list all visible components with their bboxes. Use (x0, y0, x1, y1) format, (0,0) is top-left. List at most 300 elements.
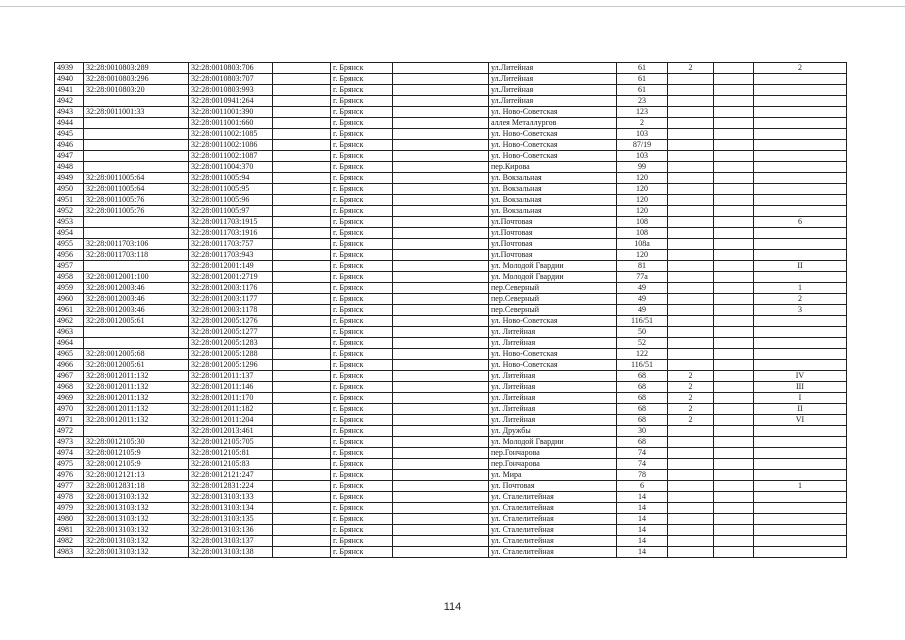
cell-parcel-number: 32:28:0012011:132 (84, 404, 189, 415)
cell-blank-col-c (714, 481, 754, 492)
cell-object-number: 32:28:0012105:81 (189, 448, 273, 459)
cell-apartment (754, 195, 847, 206)
cell-blank-col-c (714, 525, 754, 536)
cell-row-number: 4946 (55, 140, 84, 151)
table-row (55, 371, 847, 382)
cell-blank-col-a (273, 118, 331, 129)
cell-parcel-number: 32:28:0012831:18 (84, 481, 189, 492)
table-row (55, 536, 847, 547)
cell-object-number: 32:28:0012011:204 (189, 415, 273, 426)
cell-floor (668, 140, 714, 151)
cell-city: г. Брянск (331, 261, 393, 272)
cell-house-number: 49 (617, 283, 668, 294)
cell-apartment: 1 (754, 283, 847, 294)
cell-parcel-number: 32:28:0012105:30 (84, 437, 189, 448)
cell-street: ул. Сталелитейная (489, 525, 617, 536)
cell-street: ул. Мира (489, 470, 617, 481)
cell-blank-col-b (393, 184, 489, 195)
cell-floor (668, 305, 714, 316)
cell-apartment: VI (754, 415, 847, 426)
cell-row-number: 4948 (55, 162, 84, 173)
cell-floor (668, 107, 714, 118)
cell-blank-col-b (393, 327, 489, 338)
cell-blank-col-c (714, 415, 754, 426)
cell-house-number: 68 (617, 382, 668, 393)
cell-floor (668, 239, 714, 250)
table-row (55, 349, 847, 360)
cell-floor (668, 459, 714, 470)
cell-floor (668, 448, 714, 459)
cell-parcel-number (84, 140, 189, 151)
cell-floor (668, 327, 714, 338)
cell-house-number: 103 (617, 151, 668, 162)
cell-apartment (754, 96, 847, 107)
cell-apartment: IV (754, 371, 847, 382)
cell-house-number: 23 (617, 96, 668, 107)
cell-blank-col-a (273, 96, 331, 107)
cell-apartment: 2 (754, 63, 847, 74)
cell-floor: 2 (668, 415, 714, 426)
cell-row-number: 4969 (55, 393, 84, 404)
cell-house-number: 68 (617, 404, 668, 415)
cell-blank-col-a (273, 492, 331, 503)
cell-apartment (754, 118, 847, 129)
table-row (55, 448, 847, 459)
cell-object-number: 32:28:0012005:1277 (189, 327, 273, 338)
cell-blank-col-c (714, 173, 754, 184)
cell-parcel-number (84, 129, 189, 140)
cell-blank-col-c (714, 437, 754, 448)
cell-object-number: 32:28:0011001:660 (189, 118, 273, 129)
cell-street: ул. Ново-Советская (489, 140, 617, 151)
cell-floor (668, 360, 714, 371)
cell-street: ул. Вокзальная (489, 173, 617, 184)
cell-street: ул.Литейная (489, 74, 617, 85)
table-row (55, 305, 847, 316)
cell-object-number: 32:28:0013103:136 (189, 525, 273, 536)
cell-row-number: 4951 (55, 195, 84, 206)
cell-house-number: 99 (617, 162, 668, 173)
cell-floor (668, 151, 714, 162)
cell-city: г. Брянск (331, 360, 393, 371)
cell-blank-col-a (273, 448, 331, 459)
cell-street: ул. Сталелитейная (489, 492, 617, 503)
cell-row-number: 4979 (55, 503, 84, 514)
cell-parcel-number: 32:28:0010803:289 (84, 63, 189, 74)
cell-house-number: 68 (617, 415, 668, 426)
cell-row-number: 4942 (55, 96, 84, 107)
cell-floor (668, 228, 714, 239)
cell-blank-col-a (273, 228, 331, 239)
cell-city: г. Брянск (331, 283, 393, 294)
cell-object-number: 32:28:0012003:1176 (189, 283, 273, 294)
cell-street: пер.Кирова (489, 162, 617, 173)
cell-parcel-number: 32:28:0011005:76 (84, 195, 189, 206)
cell-row-number: 4943 (55, 107, 84, 118)
cell-blank-col-b (393, 404, 489, 415)
cell-apartment (754, 492, 847, 503)
cell-parcel-number: 32:28:0011005:64 (84, 173, 189, 184)
cell-blank-col-b (393, 63, 489, 74)
cell-object-number: 32:28:0010803:707 (189, 74, 273, 85)
cell-object-number: 32:28:0011703:1916 (189, 228, 273, 239)
cell-row-number: 4958 (55, 272, 84, 283)
cell-blank-col-b (393, 140, 489, 151)
cell-object-number: 32:28:0011002:1086 (189, 140, 273, 151)
cell-parcel-number: 32:28:0012005:61 (84, 360, 189, 371)
cell-blank-col-c (714, 206, 754, 217)
cell-house-number: 87/19 (617, 140, 668, 151)
cell-object-number: 32:28:0012831:224 (189, 481, 273, 492)
cell-city: г. Брянск (331, 536, 393, 547)
cell-blank-col-c (714, 261, 754, 272)
cell-blank-col-b (393, 305, 489, 316)
cell-row-number: 4952 (55, 206, 84, 217)
cell-parcel-number (84, 151, 189, 162)
cell-parcel-number: 32:28:0012011:132 (84, 393, 189, 404)
cell-apartment (754, 470, 847, 481)
cell-blank-col-a (273, 63, 331, 74)
cell-blank-col-c (714, 118, 754, 129)
cell-blank-col-b (393, 217, 489, 228)
cell-blank-col-b (393, 239, 489, 250)
cell-blank-col-a (273, 393, 331, 404)
cell-row-number: 4971 (55, 415, 84, 426)
cell-object-number: 32:28:0012001:149 (189, 261, 273, 272)
cell-parcel-number (84, 426, 189, 437)
cell-floor (668, 74, 714, 85)
cell-street: ул. Ново-Советская (489, 129, 617, 140)
cell-street: ул.Литейная (489, 96, 617, 107)
cell-parcel-number: 32:28:0013103:132 (84, 503, 189, 514)
cell-city: г. Брянск (331, 437, 393, 448)
cell-city: г. Брянск (331, 206, 393, 217)
cell-house-number: 116/51 (617, 360, 668, 371)
cell-house-number: 108 (617, 228, 668, 239)
cell-city: г. Брянск (331, 426, 393, 437)
cell-street: ул. Литейная (489, 382, 617, 393)
cell-row-number: 4975 (55, 459, 84, 470)
cell-row-number: 4959 (55, 283, 84, 294)
cell-blank-col-a (273, 437, 331, 448)
cell-street: ул. Литейная (489, 327, 617, 338)
cell-apartment (754, 525, 847, 536)
cell-blank-col-b (393, 448, 489, 459)
cell-city: г. Брянск (331, 162, 393, 173)
cell-street: ул. Почтовая (489, 481, 617, 492)
cell-object-number: 32:28:0012005:1288 (189, 349, 273, 360)
cell-apartment (754, 239, 847, 250)
cell-city: г. Брянск (331, 514, 393, 525)
cell-blank-col-c (714, 404, 754, 415)
cell-street: ул. Литейная (489, 371, 617, 382)
cell-blank-col-b (393, 96, 489, 107)
cell-city: г. Брянск (331, 316, 393, 327)
cell-floor: 2 (668, 371, 714, 382)
cell-parcel-number (84, 217, 189, 228)
cell-row-number: 4966 (55, 360, 84, 371)
cell-blank-col-b (393, 228, 489, 239)
cell-row-number: 4978 (55, 492, 84, 503)
cell-house-number: 116/51 (617, 316, 668, 327)
cell-floor (668, 503, 714, 514)
cell-apartment (754, 536, 847, 547)
cell-blank-col-a (273, 85, 331, 96)
cell-object-number: 32:28:0013103:135 (189, 514, 273, 525)
cell-blank-col-b (393, 547, 489, 558)
cell-row-number: 4960 (55, 294, 84, 305)
cell-blank-col-c (714, 85, 754, 96)
cell-blank-col-b (393, 195, 489, 206)
cell-row-number: 4965 (55, 349, 84, 360)
cell-apartment (754, 162, 847, 173)
cell-house-number: 108а (617, 239, 668, 250)
table-row (55, 206, 847, 217)
cell-parcel-number (84, 162, 189, 173)
cell-parcel-number: 32:28:0012011:132 (84, 371, 189, 382)
cell-apartment (754, 140, 847, 151)
cell-blank-col-c (714, 393, 754, 404)
cell-blank-col-a (273, 382, 331, 393)
cell-city: г. Брянск (331, 228, 393, 239)
cell-blank-col-c (714, 349, 754, 360)
cell-city: г. Брянск (331, 63, 393, 74)
cell-city: г. Брянск (331, 415, 393, 426)
cell-floor (668, 129, 714, 140)
cell-blank-col-a (273, 525, 331, 536)
cell-row-number: 4980 (55, 514, 84, 525)
cell-apartment (754, 85, 847, 96)
cell-parcel-number (84, 118, 189, 129)
cell-row-number: 4983 (55, 547, 84, 558)
cell-floor (668, 184, 714, 195)
cell-object-number: 32:28:0012011:170 (189, 393, 273, 404)
cell-blank-col-a (273, 470, 331, 481)
cell-street: пер.Северный (489, 294, 617, 305)
cell-city: г. Брянск (331, 547, 393, 558)
cell-apartment: II (754, 261, 847, 272)
cell-floor (668, 547, 714, 558)
cell-floor (668, 173, 714, 184)
cell-blank-col-a (273, 426, 331, 437)
cell-parcel-number: 32:28:0013103:132 (84, 547, 189, 558)
cell-blank-col-a (273, 283, 331, 294)
cell-blank-col-a (273, 107, 331, 118)
cell-blank-col-b (393, 371, 489, 382)
cell-object-number: 32:28:0011703:757 (189, 239, 273, 250)
cell-apartment: II (754, 404, 847, 415)
table-row (55, 217, 847, 228)
cell-floor (668, 195, 714, 206)
cell-street: ул. Дружбы (489, 426, 617, 437)
cell-floor (668, 250, 714, 261)
cell-apartment (754, 448, 847, 459)
cell-blank-col-a (273, 536, 331, 547)
cell-blank-col-c (714, 151, 754, 162)
cell-blank-col-c (714, 74, 754, 85)
cell-row-number: 4940 (55, 74, 84, 85)
cell-blank-col-c (714, 536, 754, 547)
cell-blank-col-c (714, 448, 754, 459)
cell-blank-col-c (714, 294, 754, 305)
cell-row-number: 4964 (55, 338, 84, 349)
cell-apartment (754, 338, 847, 349)
cell-blank-col-a (273, 503, 331, 514)
cell-apartment (754, 327, 847, 338)
cell-house-number: 122 (617, 349, 668, 360)
cell-blank-col-a (273, 129, 331, 140)
cell-house-number: 68 (617, 437, 668, 448)
cell-blank-col-b (393, 393, 489, 404)
cell-object-number: 32:28:0012121:247 (189, 470, 273, 481)
cell-apartment (754, 206, 847, 217)
cell-blank-col-b (393, 283, 489, 294)
cell-floor (668, 283, 714, 294)
cell-object-number: 32:28:0012003:1178 (189, 305, 273, 316)
cell-house-number: 120 (617, 206, 668, 217)
cell-city: г. Брянск (331, 382, 393, 393)
cell-floor (668, 525, 714, 536)
table-row (55, 140, 847, 151)
cell-object-number: 32:28:0012003:1177 (189, 294, 273, 305)
cell-blank-col-c (714, 283, 754, 294)
cell-city: г. Брянск (331, 217, 393, 228)
cell-floor (668, 294, 714, 305)
table-row (55, 382, 847, 393)
cell-blank-col-b (393, 338, 489, 349)
table-row (55, 129, 847, 140)
cell-blank-col-b (393, 426, 489, 437)
cell-city: г. Брянск (331, 151, 393, 162)
cell-apartment (754, 74, 847, 85)
cell-blank-col-c (714, 547, 754, 558)
cell-parcel-number: 32:28:0013103:132 (84, 514, 189, 525)
table-row (55, 404, 847, 415)
cell-house-number: 120 (617, 195, 668, 206)
cell-blank-col-c (714, 459, 754, 470)
cell-house-number: 78 (617, 470, 668, 481)
cell-street: ул. Ново-Советская (489, 316, 617, 327)
cell-house-number: 120 (617, 173, 668, 184)
cell-city: г. Брянск (331, 338, 393, 349)
cell-house-number: 2 (617, 118, 668, 129)
cell-blank-col-a (273, 272, 331, 283)
cell-house-number: 81 (617, 261, 668, 272)
cell-object-number: 32:28:0011703:1915 (189, 217, 273, 228)
cell-row-number: 4981 (55, 525, 84, 536)
cell-city: г. Брянск (331, 470, 393, 481)
table-row (55, 250, 847, 261)
cell-blank-col-b (393, 382, 489, 393)
cell-apartment (754, 250, 847, 261)
cell-row-number: 4944 (55, 118, 84, 129)
cell-parcel-number: 32:28:0012003:46 (84, 283, 189, 294)
cell-blank-col-a (273, 261, 331, 272)
cell-floor (668, 349, 714, 360)
cell-street: ул. Ново-Советская (489, 349, 617, 360)
cell-blank-col-b (393, 173, 489, 184)
cell-house-number: 14 (617, 503, 668, 514)
cell-house-number: 14 (617, 492, 668, 503)
cell-row-number: 4955 (55, 239, 84, 250)
cell-row-number: 4970 (55, 404, 84, 415)
cell-row-number: 4947 (55, 151, 84, 162)
cell-street: ул. Вокзальная (489, 195, 617, 206)
cell-house-number: 14 (617, 525, 668, 536)
cell-apartment: III (754, 382, 847, 393)
cell-city: г. Брянск (331, 129, 393, 140)
table-row (55, 283, 847, 294)
table-row (55, 96, 847, 107)
cell-apartment (754, 503, 847, 514)
cell-blank-col-c (714, 503, 754, 514)
cell-city: г. Брянск (331, 250, 393, 261)
table-row (55, 272, 847, 283)
cell-blank-col-c (714, 184, 754, 195)
cell-apartment: I (754, 393, 847, 404)
table-row (55, 459, 847, 470)
cell-floor (668, 261, 714, 272)
cell-blank-col-b (393, 85, 489, 96)
cell-blank-col-a (273, 162, 331, 173)
table-row (55, 184, 847, 195)
cell-street: ул.Почтовая (489, 217, 617, 228)
cell-street: ул. Литейная (489, 415, 617, 426)
cell-row-number: 4949 (55, 173, 84, 184)
cell-blank-col-a (273, 151, 331, 162)
cell-house-number: 61 (617, 63, 668, 74)
cell-street: ул. Сталелитейная (489, 547, 617, 558)
cell-city: г. Брянск (331, 184, 393, 195)
table-row (55, 107, 847, 118)
cell-row-number: 4954 (55, 228, 84, 239)
table-row (55, 393, 847, 404)
cell-floor (668, 316, 714, 327)
cell-street: ул. Молодой Гвардии (489, 437, 617, 448)
cell-blank-col-c (714, 107, 754, 118)
cell-parcel-number: 32:28:0012005:68 (84, 349, 189, 360)
cell-apartment (754, 129, 847, 140)
table-row (55, 239, 847, 250)
cell-row-number: 4982 (55, 536, 84, 547)
table-row (55, 547, 847, 558)
cell-object-number: 32:28:0013103:138 (189, 547, 273, 558)
cell-apartment (754, 316, 847, 327)
cell-blank-col-b (393, 492, 489, 503)
cell-parcel-number: 32:28:0013103:132 (84, 492, 189, 503)
cell-object-number: 32:28:0013103:137 (189, 536, 273, 547)
cell-house-number: 77а (617, 272, 668, 283)
cell-row-number: 4963 (55, 327, 84, 338)
cell-blank-col-a (273, 305, 331, 316)
cell-blank-col-a (273, 206, 331, 217)
cell-object-number: 32:28:0010941:264 (189, 96, 273, 107)
cell-house-number: 6 (617, 481, 668, 492)
cell-parcel-number: 32:28:0013103:132 (84, 536, 189, 547)
cell-object-number: 32:28:0011005:97 (189, 206, 273, 217)
cell-house-number: 120 (617, 184, 668, 195)
scan-edge-line (0, 6, 905, 7)
cell-blank-col-a (273, 349, 331, 360)
cell-apartment (754, 184, 847, 195)
cell-blank-col-c (714, 272, 754, 283)
cell-apartment (754, 514, 847, 525)
cell-parcel-number (84, 96, 189, 107)
cell-row-number: 4961 (55, 305, 84, 316)
cell-city: г. Брянск (331, 85, 393, 96)
cell-blank-col-a (273, 74, 331, 85)
cell-blank-col-a (273, 371, 331, 382)
